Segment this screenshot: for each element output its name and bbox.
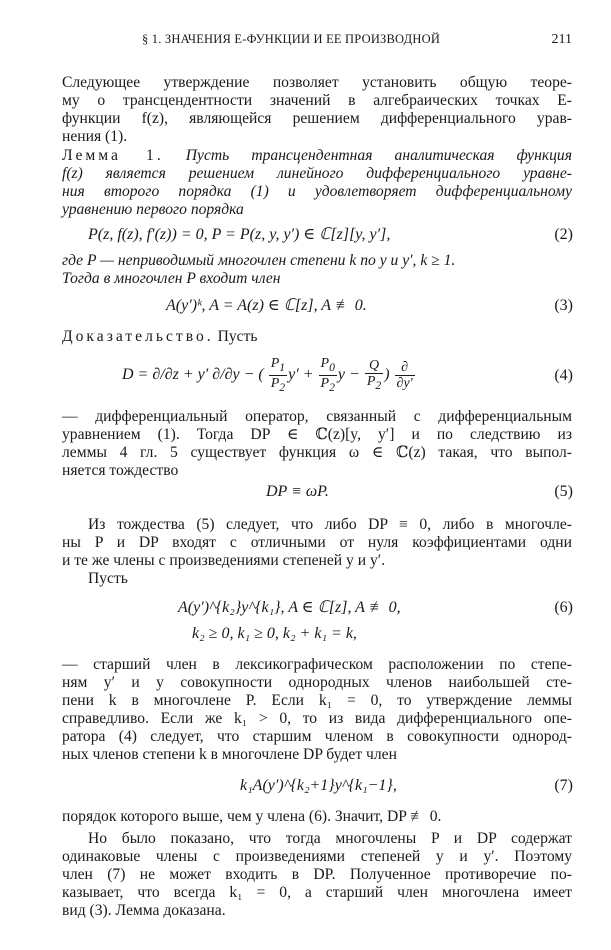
section-title: § 1. ЗНАЧЕНИЯ E-ФУНКЦИИ И ЕЕ ПРОИЗВОДНОЙ [142,32,441,46]
p1-line4: нения (1). [62,128,128,145]
p6-line3: член (7) не может входить в DP. Полученное противоречие по- [62,866,572,883]
p2-line2: уравнением (1). Тогда DP ∈ ℂ(z)[y, y′] и по следствию из [62,426,572,443]
equation-6a: A(y′)^{k₂}y^{k₁}, A ∈ ℂ[z], A ≢ 0, [178,599,401,616]
lemma-cont-line1: где P — неприводимый многочлен степени k по y и y′, k ≥ 1. [62,252,456,269]
p2-line1: — дифференциальный оператор, связанный с дифференциальным [62,408,572,425]
lemma-line1 [62,147,572,165]
lemma-line2: f(z) является решением линейного дифференциального уравне- [62,165,572,182]
proof-line [62,328,572,346]
p4-line3: пени k в многочлене P. Если k₁ = 0, то утверждение леммы [62,692,572,709]
p1-line1: Следующее утверждение позволяет установить общую теоре- [62,74,572,91]
eq-number-2: (2) [554,226,573,243]
p5-line: порядок которого выше, чем у члена (6). Значит, DP ≢ 0. [62,808,442,825]
p6-line4: казывает, что всегда k₁ = 0, а старший член многочлена имеет [62,884,572,901]
lemma-label: Лемма 1. [62,147,164,164]
proof-word: Пусть [217,328,258,345]
p4-line2: ням y′ и y совокупности однородных членов наибольшей сте- [62,674,572,691]
p2-line4: няется тождество [62,462,179,479]
p1-line3: функции f(z), являющейся решением дифференциального урав- [62,110,572,127]
p1-line2: му о трансцендентности значений в алгебраических точках E- [62,92,572,109]
eq4-lhs: D = ∂/∂z + y′ ∂/∂y − ( [122,365,264,383]
page-number: 211 [551,32,572,47]
p4-line4: справедливо. Если же k₁ > 0, то из вида дифференциального опе- [62,710,572,727]
p6-line5: вид (3). Лемма доказана. [62,902,226,919]
p3-line3: и те же члены с произведениями степеней y и y′. [62,552,386,569]
p4-line1: — старший член в лексикографическом расположении по степе- [62,656,572,673]
p6-line1: Но было показано, что тогда многочлены P и DP содержат [88,830,572,847]
p4-line5: ратора (4) следует, что старшим членом в совокупности однород- [62,728,572,745]
eq-number-7: (7) [554,777,573,794]
eq-number-3: (3) [554,297,573,314]
lemma-line3: ния второго порядка (1) и удовлетворяет дифференциальному [62,183,572,200]
lemma-line4: уравнению первого порядка [62,201,244,218]
p3-line2: ны P и DP входят с отличными от нуля коэффициентами одни [62,534,572,551]
equation-7: k₁A(y′)^{k₂+1}y^{k₁−1}, [240,777,397,794]
p3-line1: Из тождества (5) следует, что либо DP ≡ 0, либо в многочле- [88,516,572,533]
p4-line6: ных членов степени k в многочлене DP будет член [62,746,397,763]
eq-number-5: (5) [554,483,573,500]
equation-6b: k₂ ≥ 0, k₁ ≥ 0, k₂ + k₁ = k, [192,625,357,642]
equation-4: D = ∂/∂z + y′ ∂/∂y − ( $\frac{P_1}{P_2}$ y′ + $\frac{P_0}{P_2}$ y − $\frac{Q}{P_2}$ ) $\frac{\partial}{\partial y'}$ [122,356,413,394]
eq-number-6: (6) [554,599,573,616]
equation-5: DP ≡ ωP. [266,483,329,500]
lemma-cont-line2: Тогда в многочлен P входит член [62,270,281,287]
running-head [62,32,572,52]
lemma-text-start: Пусть трансцендентная аналитическая функция [185,147,572,164]
p2-line3: леммы 4 гл. 5 существует функция ω ∈ ℂ(z) такая, что выпол- [62,444,572,461]
equation-2: P(z, f(z), f′(z)) = 0, P = P(z, y, y′) ∈ ℂ[z][y, y′], [88,226,391,243]
equation-3: A(y′)ᵏ, A = A(z) ∈ ℂ[z], A ≢ 0. [166,297,367,314]
eq-number-4: (4) [554,367,573,384]
proof-label: Доказательство. [62,328,214,345]
p6-line2: одинаковые члены с произведениями степеней y и y′. Поэтому [62,848,572,865]
pust-line: Пусть [88,570,128,587]
